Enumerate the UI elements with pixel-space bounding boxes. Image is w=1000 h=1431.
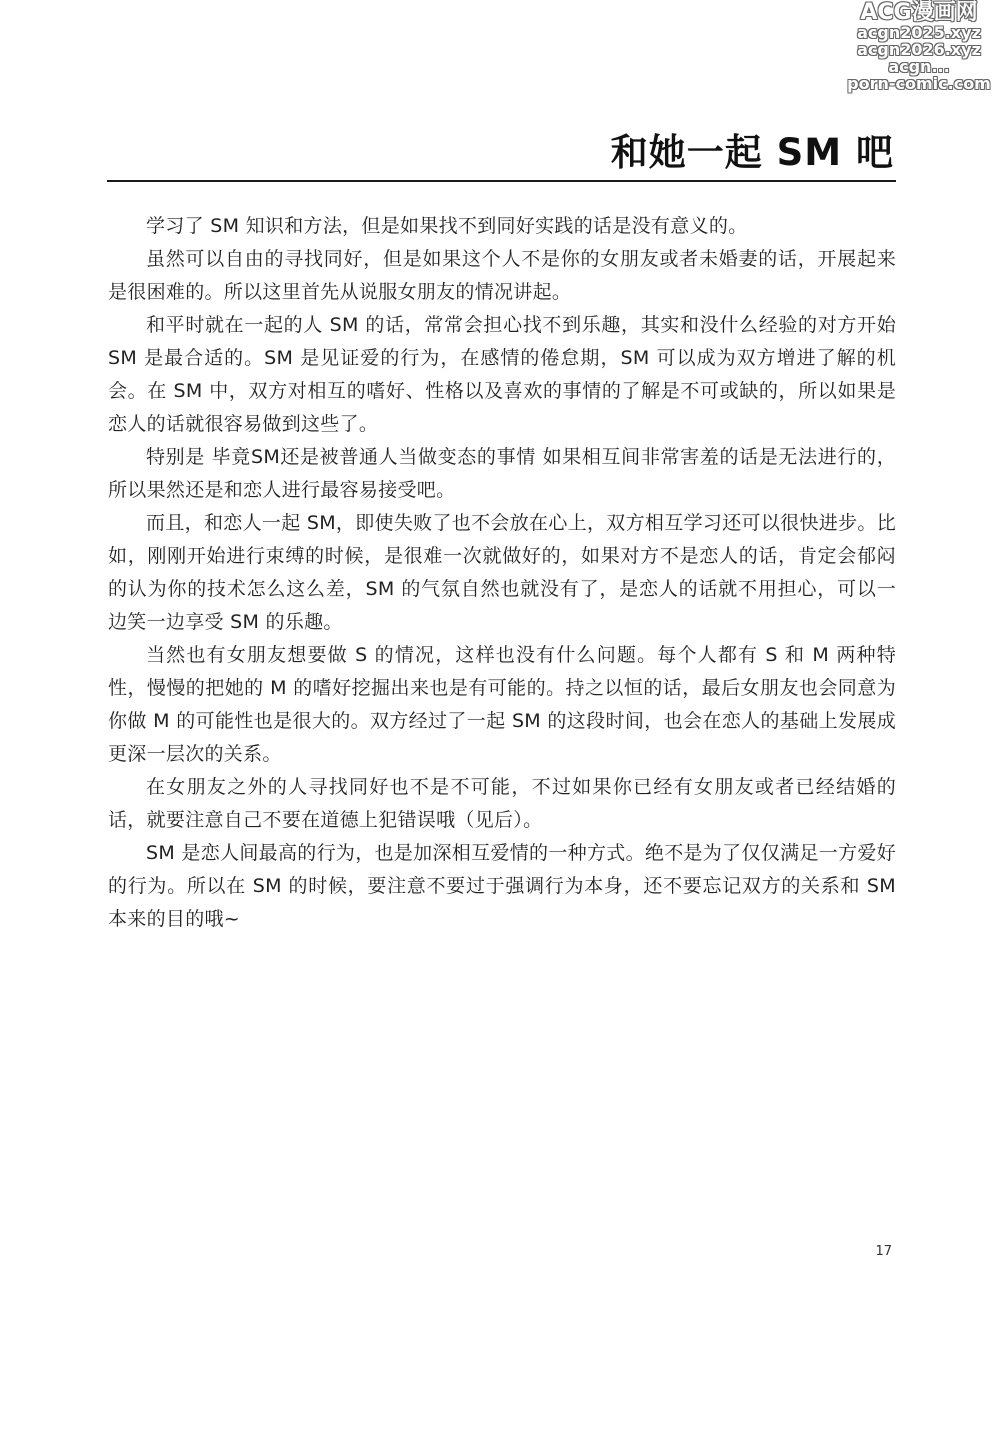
body-text	[108, 210, 896, 936]
watermark-brand: ACG漫画网	[860, 0, 978, 25]
watermark-url: acgn2025.xyz	[857, 23, 981, 42]
watermark-url: acgn...	[888, 57, 950, 76]
page-title: 和她一起 SM 吧	[610, 131, 894, 174]
title-divider	[107, 180, 896, 182]
paragraph: 在女朋友之外的人寻找同好也不是不可能，不过如果你已经有女朋友或者已经结婚的话，就要注意自己不要在道德上犯错误哦（见后）。	[108, 776, 896, 831]
paragraph: 特别是 毕竟SM还是被普通人当做变态的事情 如果相互间非常害羞的话是无法进行的，所以果然还是和恋人进行最容易接受吧。	[108, 446, 896, 501]
paragraph: 和平时就在一起的人 SM 的话，常常会担心找不到乐趣，其实和没什么经验的对方开始 SM 是最合适的。SM 是见证爱的行为，在感情的倦怠期，SM 可以成为双方增进了解的机会。在 SM 中，双方对相互的嗜好、性格以及喜欢的事情的了解是不可或缺的，所以如果是恋人的话就很容易做到这些了。	[108, 314, 896, 435]
watermark	[844, 2, 994, 93]
watermark-url: acgn2026.xyz	[857, 40, 981, 59]
paragraph: 当然也有女朋友想要做 S 的情况，这样也没有什么问题。每个人都有 S 和 M 两种特性，慢慢的把她的 M 的嗜好挖掘出来也是有可能的。持之以恒的话，最后女朋友也会同意为你做 M 的可能性也是很大的。双方经过了一起 SM 的这段时间，也会在恋人的基础上发展成更深一层次的关系。	[108, 644, 896, 765]
watermark-url: porn-comic.com	[847, 74, 991, 93]
paragraph: 虽然可以自由的寻找同好，但是如果这个人不是你的女朋友或者未婚妻的话，开展起来是很困难的。所以这里首先从说服女朋友的情况讲起。	[108, 248, 896, 303]
paragraph: SM 是恋人间最高的行为，也是加深相互爱情的一种方式。绝不是为了仅仅满足一方爱好的行为。所以在 SM 的时候，要注意不要过于强调行为本身，还不要忘记双方的关系和 SM 本来的目的哦~	[108, 842, 896, 930]
paragraph: 学习了 SM 知识和方法，但是如果找不到同好实践的话是没有意义的。	[146, 215, 748, 237]
page-number: 17	[875, 1244, 892, 1259]
paragraph: 而且，和恋人一起 SM，即使失败了也不会放在心上，双方相互学习还可以很快进步。比如，刚刚开始进行束缚的时候，是很难一次就做好的，如果对方不是恋人的话，肯定会郁闷的认为你的技术怎么这么差，SM 的气氛自然也就没有了，是恋人的话就不用担心，可以一边笑一边享受 SM 的乐趣。	[108, 512, 896, 633]
